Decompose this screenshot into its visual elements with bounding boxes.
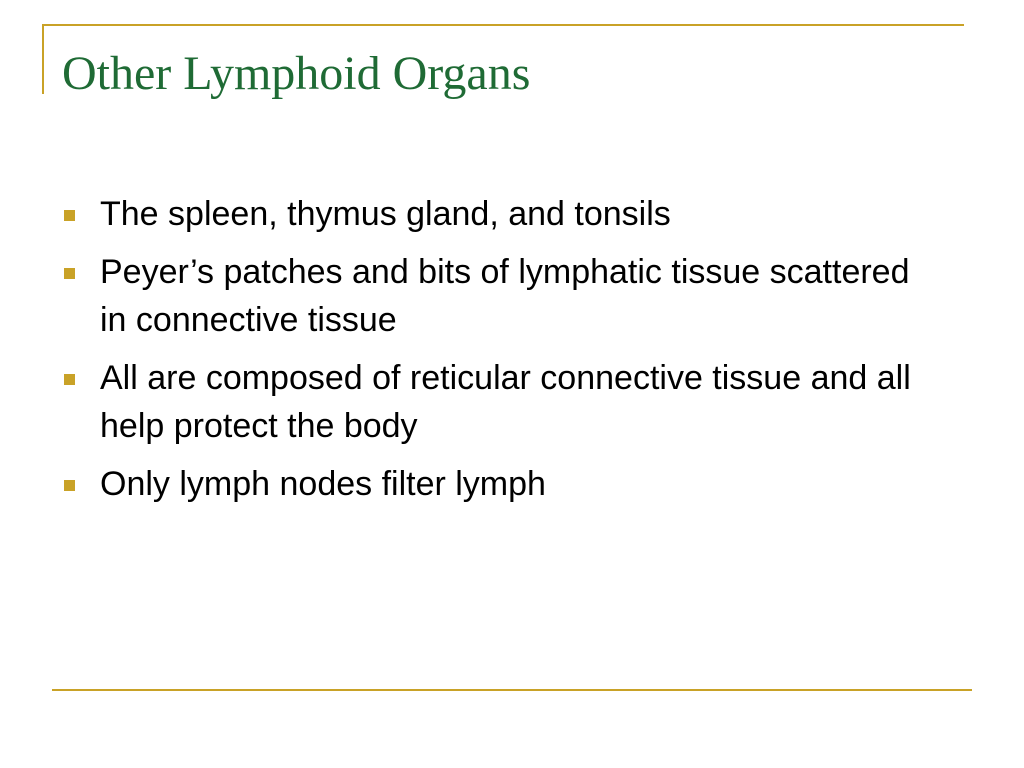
top-border-line: [42, 24, 964, 26]
bullet-text: The spleen, thymus gland, and tonsils: [100, 195, 671, 233]
bullet-item: [64, 354, 944, 450]
bullet-text: Peyer’s patches and bits of lymphatic tissue scattered in connective tissue: [100, 253, 910, 339]
square-bullet-icon: [64, 210, 75, 221]
bullet-text: All are composed of reticular connective tissue and all help protect the body: [100, 359, 911, 445]
bullet-item: [64, 248, 944, 344]
square-bullet-icon: [64, 374, 75, 385]
slide-title: Other Lymphoid Organs: [62, 47, 531, 100]
left-border-line: [42, 24, 44, 94]
bottom-border-line: [52, 689, 972, 691]
bullet-text: Only lymph nodes filter lymph: [100, 465, 546, 503]
bullet-item: [64, 190, 944, 238]
square-bullet-icon: [64, 480, 75, 491]
square-bullet-icon: [64, 268, 75, 279]
bullet-item: [64, 460, 944, 508]
bullet-list: [64, 190, 944, 518]
